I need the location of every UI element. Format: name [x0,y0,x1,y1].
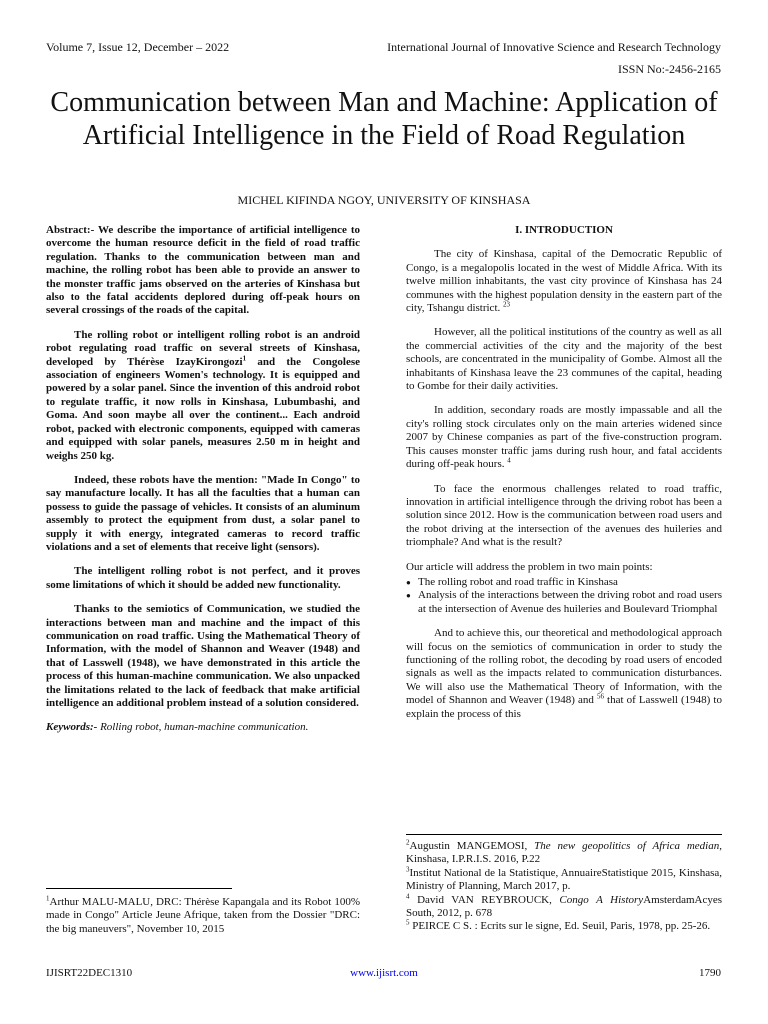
author-line: MICHEL KIFINDA NGOY, UNIVERSITY OF KINSHASA [237,193,531,207]
footnote-ref-23: 23 [503,300,510,309]
footnote-4-title: Congo A History [559,893,644,906]
paper-title: Communication between Man and Machine: Application of Artificial Intelligence in the Field of Road Regulation [50,87,718,151]
footnote-1-number: 1 [46,894,50,903]
keywords-label: Keywords:- [46,721,98,734]
abstract-p2-text-b: and the Congolese association of engineers Women's technology. It is equipped and powered by a solar panel. Since the invention of this android robot to regulate traffic, it now rolls in Kinshasa, Lubumbashi, and Goma. And soon maybe all over the continent... Each android robot, packed with electronic components, equipped with cameras and equipped with solar panels, measures 2.50 m in height and weighs 250 kg. [46,355,360,462]
footnote-4 [406,891,722,921]
footnotes-right [406,840,722,934]
list-item: ● The rolling robot and road traffic in Kinshasa [406,576,722,589]
footnote-5-text: PEIRCE C S. : Ecrits sur le signe, Ed. Seuil, Paris, 1978, pp. 25-26. [412,920,711,933]
footnote-4-number: 4 [406,891,410,900]
footer-article-code: IJISRT22DEC1310 [46,967,133,979]
abstract-paragraph-1: Abstract:- We describe the importance of artificial intelligence to overcome the human resource deficit in the field of road traffic regulation. Thanks to the communication between man and machine, the rolling robot has been able to provide an answer to the monster traffic jams observed on the arteries of Kinshasa but also to the fatal accidents deplored during off-peak hours on several crossings of the roads of the capital. [46,224,360,317]
intro-p6-text-a: And to achieve this, our theoretical and methodological approach will focus on the semiotics of communication in order to study the functioning of the rolling robot, the decoding by road users of encoded signals as well as the impacts related to communication disturbances. We will also use the Mathematical Theory of Information, with the model of Shannon and Weaver (1948) and [406,627,722,707]
introduction-column [406,224,722,732]
intro-p3-text: In addition, secondary roads are mostly impassable and all the city's rolling stock circulates only on the main arteries widened since 2007 by Chinese companies as part of the five-construction program. This causes monster traffic jams during rush hour, and fatal accidents during off-peak hours. [406,404,722,471]
footnote-2-title: The new geopolitics of Africa median [534,840,720,852]
footnote-1-text: Arthur MALU-MALU, DRC: Thérèse Kapangala and its Robot 100% made in Congo" Article Jeune Afrique, taken from the Dossier "DRC: the big maneuvers", November 10, 2015 [46,896,360,935]
abstract-column [46,224,360,746]
footnote-2 [406,840,722,867]
list-item: ● Analysis of the interactions between the driving robot and road users at the intersection of Avenue des huileries and Boulevard Triomphal [406,589,722,616]
intro-p6-text-b: that of Lasswell (1948) to explain the process of this [406,694,722,720]
footnote-5-number: 5 [406,918,410,927]
intro-bullet-list [406,576,722,616]
intro-paragraph-4: To face the enormous challenges related to road traffic, innovation in artificial intelligence through the driving robot has been a solution since 2012. How is the communication between road users and the robot driving at the intersection of the avenues des huileries and triomphale? And what is the result? [406,482,722,549]
header-issn: ISSN No:-2456-2165 [617,62,721,76]
intro-p1-text: The city of Kinshasa, capital of the Democratic Republic of Congo, is a megalopolis located in the west of Middle Africa. With its twelve million inhabitants, the vast city province of Kinshasa has 24 communes with the highest population density in the eastern part of the city, Tshangu district. [406,248,722,315]
footer-page-number: 1790 [699,967,721,979]
abstract-paragraph-4: The intelligent rolling robot is not perfect, and it proves some limitations of which it should be added new functionality. [46,565,360,591]
intro-paragraph-2: However, all the political institutions of the country as well as all the commercial activities of the city and the majority of the best schools, are concentrated in the municipality of Gombe. Almost all the inhabitants of Kinshasa leave the 23 communes of the capital, heading to Gombe for their daily activities. [406,326,722,393]
intro-paragraph-5: Our article will address the problem in two main points: [406,560,653,573]
abstract-paragraph-2 [46,329,360,463]
footnote-rule-right [406,834,722,835]
abstract-p2-text-a: The rolling robot or intelligent rolling robot is an android robot regulating road traffic on several streets of Kinshasa, developed by Thérèse IzayKirongozi [46,328,360,368]
abstract-paragraph-5: Thanks to the semiotics of Communication, we studied the interactions between man and machine and the impact of this communication on road traffic. Using the Mathematical Theory of Information, with the model of Shannon and Weaver (1948) and that of Lasswell (1948), we have demonstrated in this article the process of this human-machine communication. We also unpacked the limitations related to the lack of feedback that make artificial intelligence an additional problem instead of a solution considered. [46,603,360,709]
footer-website-link[interactable]: www.ijisrt.com [350,967,418,979]
section-heading-introduction: I. INTRODUCTION [515,224,613,236]
abstract-paragraph-3: Indeed, these robots have the mention: "Made In Congo" to say manufacture locally. It has all the faculties that a human can possess to guide the passage of vehicles. It consists of an aluminum assembly to protect the equipment from dust, a solar panel to supply it with energy, integrated cameras to record traffic violations and a set of elements that receive light (sensors). [46,473,360,553]
footnote-rule-left [46,888,232,889]
footnote-ref-56: 56 [596,692,604,701]
header-journal: International Journal of Innovative Science and Research Technology [387,40,721,54]
footnote-2-text-a: Augustin MANGEMOSI, [409,840,535,852]
intro-paragraph-1 [406,248,722,315]
header-volume: Volume 7, Issue 12, December – 2022 [46,40,230,54]
footnote-4-text-b: AmsterdamAcyes South, 2012, p. 678 [406,893,722,920]
footnote-3 [406,867,722,894]
footnote-2-number: 2 [406,838,410,847]
footnote-ref-1: 1 [242,354,247,362]
footnote-4-text-a: David VAN REYBROUCK, [417,893,560,906]
footnote-3-text: Institut National de la Statistique, AnnuaireStatistique 2015, Kinshasa, Ministry of Planning, March 2017, p. [406,866,722,893]
footnote-5 [406,920,722,933]
keywords [46,721,360,734]
footnote-3-number: 3 [406,865,410,874]
footnote-2-text-b: , Kinshasa, I.P.R.I.S. 2016, P.22 [406,840,722,866]
intro-paragraph-3 [406,404,722,471]
intro-paragraph-6 [406,627,722,721]
keywords-text: Rolling robot, human-machine communication. [97,721,309,734]
footnote-1 [46,896,360,936]
footnote-ref-4: 4 [507,456,511,465]
